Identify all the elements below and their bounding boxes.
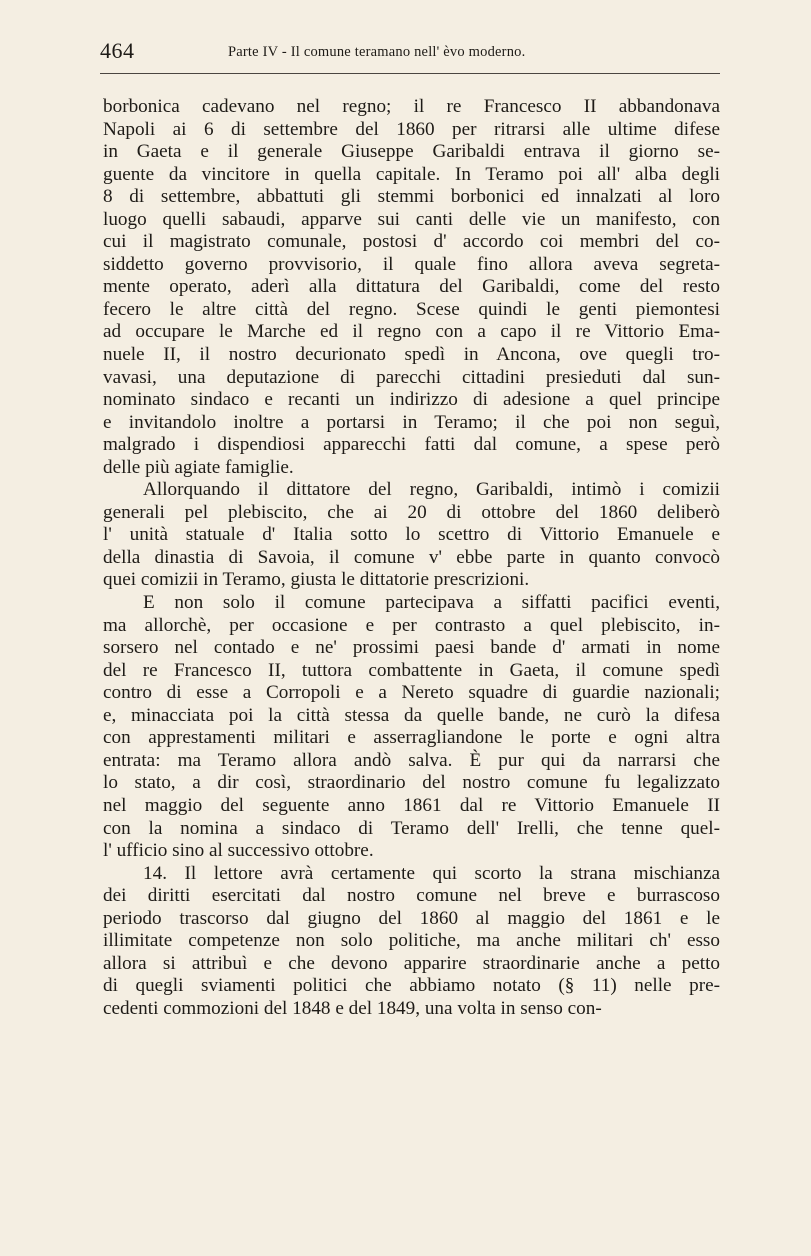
text-line: mente operato, aderì alla dittatura del Garibaldi, come del resto xyxy=(103,276,720,298)
text-line: illimitate competenze non solo politiche, ma anche militari ch' esso xyxy=(103,930,720,952)
text-line: dei diritti esercitati dal nostro comune nel breve e burrascoso xyxy=(103,885,720,907)
body-text xyxy=(103,96,720,1020)
text-line: con apprestamenti militari e asserragliandone le porte e ogni altra xyxy=(103,727,720,749)
text-line: nuele II, il nostro decurionato spedì in Ancona, ove quegli tro- xyxy=(103,344,720,366)
text-line: l' ufficio sino al successivo ottobre. xyxy=(103,840,374,862)
paragraph xyxy=(103,479,720,592)
text-line: siddetto governo provvisorio, il quale fino allora aveva segreta- xyxy=(103,253,720,275)
page-header xyxy=(100,38,720,68)
text-line: generali pel plebiscito, che ai 20 di ottobre del 1860 deliberò xyxy=(103,501,720,523)
text-line: lo stato, a dir così, straordinario del nostro comune fu legalizzato xyxy=(103,772,720,794)
text-line: malgrado i dispendiosi apparecchi fatti dal comune, a spese però xyxy=(103,434,720,456)
text-line: vavasi, una deputazione di parecchi cittadini presieduti dal sun- xyxy=(103,366,720,388)
paragraph xyxy=(103,592,720,863)
text-line: borbonica cadevano nel regno; il re Francesco II abbandonava xyxy=(103,96,720,117)
text-line: cui il magistrato comunale, postosi d' accordo coi membri del co- xyxy=(103,231,720,253)
text-line: della dinastia di Savoia, il comune v' ebbe parte in quanto convocò xyxy=(103,546,720,568)
running-head: Parte IV - Il comune teramano nell' èvo moderno. xyxy=(228,44,526,60)
text-line: sorsero nel contado e ne' prossimi paesi bande d' armati in nome xyxy=(103,637,720,659)
text-line: allora si attribuì e che devono apparire straordinarie anche a petto xyxy=(103,952,720,974)
text-line: E non solo il comune partecipava a siffatti pacifici eventi, xyxy=(143,592,720,614)
text-line: con la nomina a sindaco di Teramo dell' Irelli, che tenne quel- xyxy=(103,817,720,839)
text-line: entrata: ma Teramo allora andò salva. È pur qui da narrarsi che xyxy=(103,749,720,771)
text-line: delle più agiate famiglie. xyxy=(103,456,294,478)
text-line: ma allorchè, per occasione e per contrasto a quel plebiscito, in- xyxy=(103,614,720,636)
text-line: 8 di settembre, abbattuti gli stemmi borbonici ed innalzati al loro xyxy=(103,186,720,208)
text-line: e, minacciata poi la città stessa da quelle bande, ne curò la difesa xyxy=(103,704,720,726)
text-line: nominato sindaco e recanti un indirizzo di adesione a quel principe xyxy=(103,389,720,411)
text-line: Napoli ai 6 di settembre del 1860 per ritrarsi alle ultime difese xyxy=(103,118,720,140)
text-line: luogo quelli sabaudi, apparve sui canti delle vie un manifesto, con xyxy=(103,208,720,230)
text-line: guente da vincitore in quella capitale. In Teramo poi all' alba degli xyxy=(103,163,720,185)
text-line: di quegli sviamenti politici che abbiamo notato (§ 11) nelle pre- xyxy=(103,975,720,997)
page-number: 464 xyxy=(100,38,135,63)
text-line: l' unità statuale d' Italia sotto lo scettro di Vittorio Emanuele e xyxy=(103,524,720,546)
paragraph xyxy=(103,863,720,1021)
header-rule xyxy=(100,73,720,74)
text-line: quei comizii in Teramo, giusta le dittatorie prescrizioni. xyxy=(103,569,530,591)
text-line: Allorquando il dittatore del regno, Garibaldi, intimò i comizii xyxy=(143,479,720,501)
text-line: 14. Il lettore avrà certamente qui scorto la strana mischianza xyxy=(143,862,720,884)
paragraph xyxy=(103,96,720,479)
text-line: periodo trascorso dal giugno del 1860 al maggio del 1861 e le xyxy=(103,907,720,929)
text-line: cedenti commozioni del 1848 e del 1849, una volta in senso con- xyxy=(103,997,602,1019)
text-line: e invitandolo inoltre a portarsi in Teramo; il che poi non seguì, xyxy=(103,411,720,433)
text-line: del re Francesco II, tuttora combattente in Gaeta, il comune spedì xyxy=(103,659,720,681)
text-line: fecero le altre città del regno. Scese quindi le genti piemontesi xyxy=(103,298,720,320)
text-line: ad occupare le Marche ed il regno con a capo il re Vittorio Ema- xyxy=(103,321,720,343)
text-line: nel maggio del seguente anno 1861 dal re Vittorio Emanuele II xyxy=(103,794,720,816)
text-line: in Gaeta e il generale Giuseppe Garibaldi entrava il giorno se- xyxy=(103,141,720,163)
text-line: contro di esse a Corropoli e a Nereto squadre di guardie nazionali; xyxy=(103,682,720,704)
